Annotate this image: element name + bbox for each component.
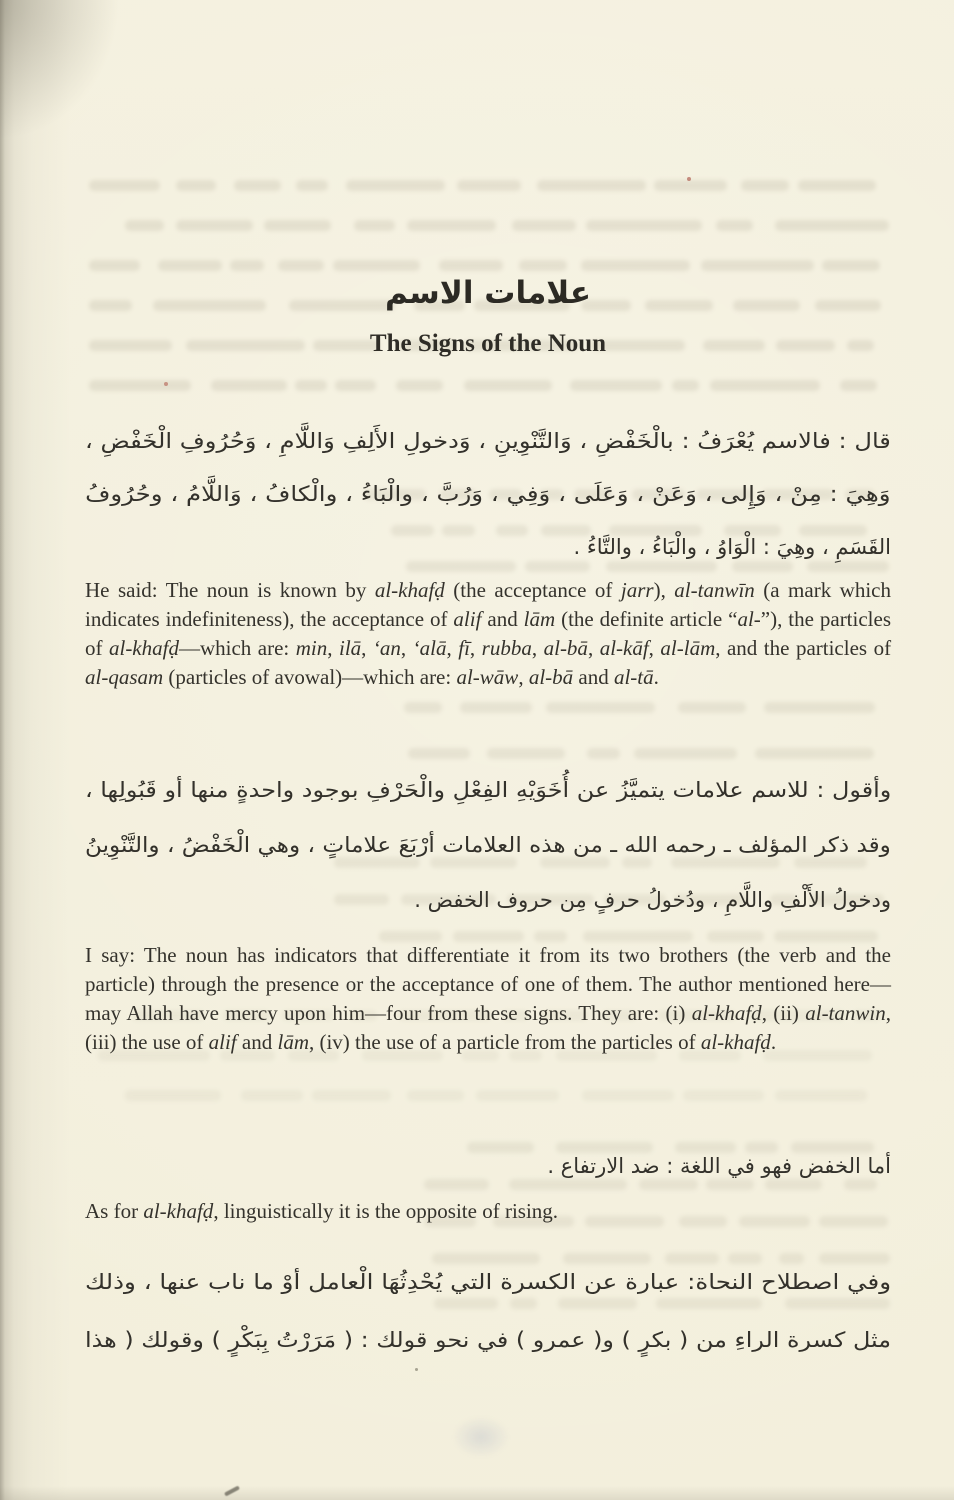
page-bottom-shadow	[0, 1486, 954, 1500]
matn-arabic-paragraph	[85, 414, 891, 573]
istilah-arabic-line: مثل كسرة الراءِ من ( بكرٍ ) و( عمرو ) في نحو قولك : ( مَرَرْتُ بِبَكْرٍ ) وقولك ( هذا	[84, 1328, 891, 1352]
dust-speck	[687, 177, 691, 181]
chapter-title-english: The Signs of the Noun	[369, 330, 607, 357]
commentary-translation-paragraph: I say: The noun has indicators that differentiate it from its two brothers (the verb and the particle) through the presence or the acceptance of one of them. The author mentioned here—may Allah have mercy upon him—four from these signs. They are: (i) al-khafḍ, (ii) al-tanwin, (iii) the use of alif and lām, (iv) the use of a particle from the particles of al-khafḍ.	[85, 943, 891, 1054]
matn-translation-paragraph: He said: The noun is known by al-khafḍ (the acceptance of jarr), al-tanwīn (a mark which indicates indefiniteness), the acceptance of alif and lām (the definite article “al-”), the particles of al-khafḍ—which are: min, ilā, ‘an, ‘alā, fī, rubba, al-bā, al-kāf, al-lām, and the particles of al-qasam (particles of avowal)—which are: al-wāw, al-bā and al-tā.	[85, 578, 892, 689]
istilah-arabic-line: وفي اصطلاح النحاة: عبارة عن الكسرة التي يُحْدِثُهَا الْعامل أوْ ما ناب عنها ، وذلك	[84, 1270, 891, 1294]
page-number-bleed-through	[452, 1416, 510, 1458]
matn-arabic-line: القَسَمِ ، وهِيَ : الْوَاوُ ، والْبَاءُ ، والتَّاءُ .	[573, 534, 891, 559]
matn-arabic-line: وَهِيَ : مِنْ ، وَإِلى ، وَعَنْ ، وَعَلَى ، وَفِي ، وَرُبَّ ، والْبَاءُ ، والْكافُ ، وَاللَّامُ ، وحُرُوفُ	[85, 481, 891, 506]
page-edge-shadow	[0, 0, 70, 1500]
commentary-arabic-line: وأقول : للاسم علامات يتميَّزُ عن أُخَوَيْهِ الفِعْلِ والْحَرْفِ بوجود واحدةٍ منها أو قَبُولِها ،	[84, 777, 891, 802]
khafd-definition-translation: As for al-khafḍ, linguistically it is the opposite of rising.	[85, 1199, 559, 1223]
khafd-definition-arabic: أما الخفض فهو في اللغة : ضد الارتفاع .	[547, 1154, 891, 1178]
chapter-title-arabic: علامات الاسم	[385, 275, 591, 311]
scan-mark	[224, 1485, 240, 1496]
istilah-arabic-paragraph	[85, 1253, 891, 1369]
dust-speck	[164, 382, 168, 386]
page-corner-shadow	[0, 0, 120, 140]
matn-arabic-line: قال : فالاسم يُعْرَفُ : بالْخَفْضِ ، وَالتَّنْوِينِ ، وَدخولِ الأَلِفِ وَاللَّامِ ، وَحُرُوفِ الْخَفْضِ ،	[85, 428, 891, 453]
commentary-arabic-line: وقد ذكر المؤلف ـ رحمه الله ـ من هذه العلامات أرْبَعَ علاماتٍ ، وهي الْخَفْضُ ، والتَّنْوِينُ	[85, 832, 891, 857]
commentary-arabic-line: ودخولُ الأَلْفِ واللَّامِ ، ودُخولُ حرفٍ مِن حروف الخفض .	[414, 887, 891, 912]
commentary-arabic-paragraph	[85, 762, 891, 927]
